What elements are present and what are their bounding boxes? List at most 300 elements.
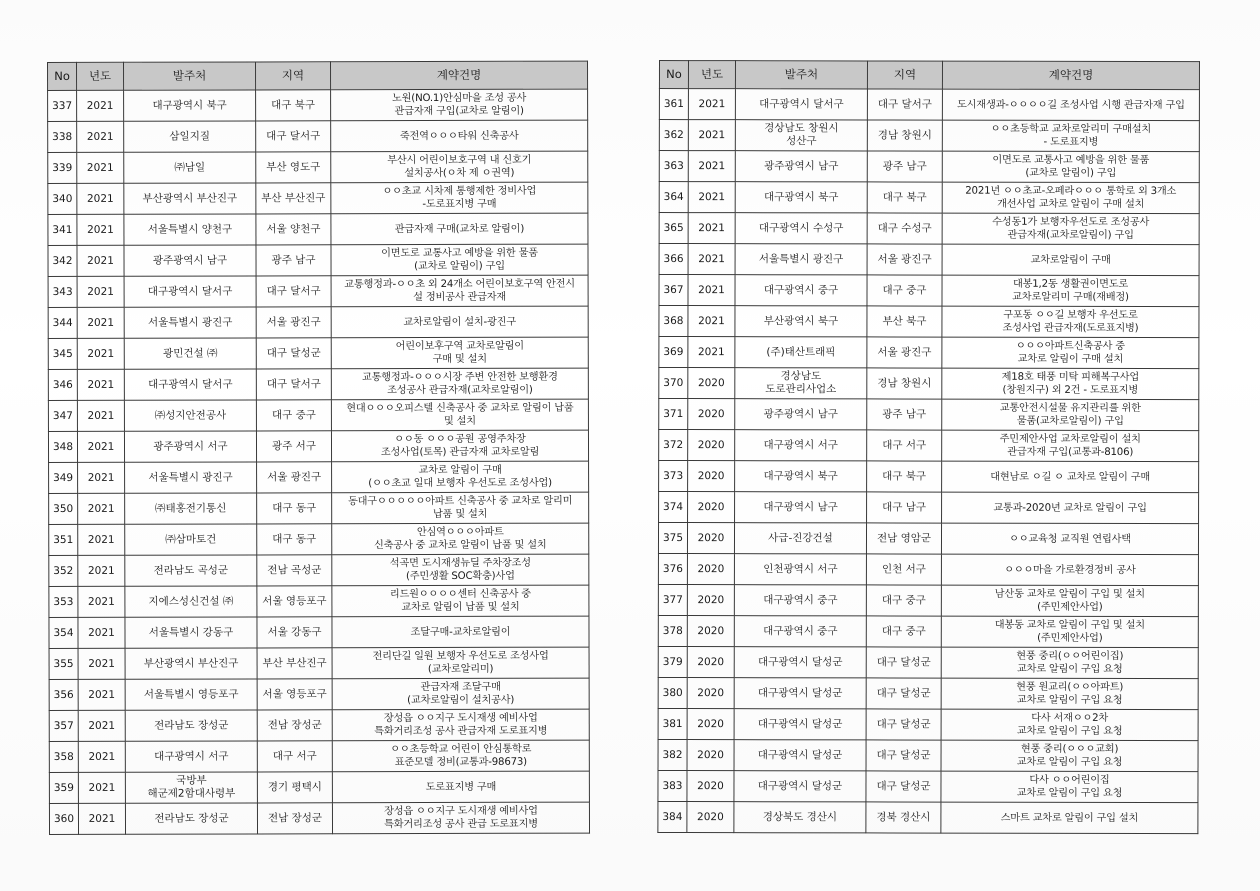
header-client: 발주처 <box>124 62 256 90</box>
cell-client: 대구광역시 수성구 <box>735 213 867 244</box>
table-row <box>49 647 589 679</box>
cell-region: 대구 동구 <box>257 524 332 555</box>
cell-region: 서울 영등포구 <box>257 679 332 710</box>
cell-title: 관급자재 구매(교차로 알림이) <box>331 213 588 245</box>
cell-title: 석곡면 도시재생뉴딜 주차장조성 (주민생활 SOC확충)사업 <box>332 554 589 586</box>
table-row <box>48 430 588 462</box>
cell-title: ㅇㅇㅇ마을 가로환경정비 공사 <box>941 554 1198 586</box>
cell-no: 348 <box>48 431 77 462</box>
table-row <box>49 678 589 710</box>
cell-no: 341 <box>48 214 77 245</box>
cell-title: 교통행정과-ㅇㅇㅇ시장 주변 안전한 보행환경 조성공사 관급자재(교차로알림이) <box>331 368 588 400</box>
table-row <box>659 89 1199 121</box>
cell-year: 2020 <box>688 492 735 523</box>
cell-client: 대구광역시 중구 <box>735 275 867 306</box>
cell-region: 대구 달성군 <box>866 647 941 678</box>
cell-no: 337 <box>48 90 77 121</box>
cell-year: 2021 <box>78 555 125 586</box>
cell-no: 378 <box>658 615 687 646</box>
cell-no: 374 <box>659 492 688 523</box>
cell-no: 359 <box>49 772 78 803</box>
cell-client: 서울특별시 광진구 <box>735 244 867 275</box>
table-row <box>658 739 1198 771</box>
cell-no: 368 <box>659 306 688 337</box>
cell-region: 대구 북구 <box>867 461 942 492</box>
cell-year: 2020 <box>687 771 734 802</box>
cell-year: 2020 <box>687 647 734 678</box>
cell-no: 345 <box>48 338 77 369</box>
cell-title: 교통안전시설물 유지관리를 위한 물품(교차로알림이) 구입 <box>942 399 1199 431</box>
cell-region: 서울 광진구 <box>867 337 942 368</box>
cell-no: 384 <box>658 801 687 832</box>
cell-region: 대구 중구 <box>256 400 331 431</box>
cell-title: 교통과-2020년 교차로 알림이 구입 <box>942 492 1199 524</box>
cell-no: 343 <box>48 276 77 307</box>
cell-client: 대구광역시 중구 <box>734 585 866 616</box>
cell-year: 2020 <box>687 709 734 740</box>
header-title: 계약건명 <box>942 61 1199 90</box>
cell-region: 대구 북구 <box>867 182 942 213</box>
cell-region: 부산 부산진구 <box>256 183 331 214</box>
cell-no: 349 <box>49 462 78 493</box>
cell-no: 375 <box>658 523 687 554</box>
cell-region: 대구 달서구 <box>867 89 942 120</box>
cell-region: 대구 서구 <box>257 741 332 772</box>
cell-region: 광주 남구 <box>867 399 942 430</box>
cell-title: 교차로 알림이 구매 (ㅇㅇ초교 일대 보행자 우선도로 조성사업) <box>332 461 589 493</box>
cell-year: 2020 <box>688 461 735 492</box>
table-header-row <box>48 61 588 90</box>
cell-region: 대구 달성군 <box>866 740 941 771</box>
cell-no: 353 <box>49 586 78 617</box>
cell-no: 363 <box>659 151 688 182</box>
cell-client: ㈜성지안전공사 <box>124 400 256 431</box>
table-row <box>49 616 589 648</box>
cell-no: 373 <box>659 461 688 492</box>
cell-title: 대봉1,2동 생활권이면도로 교차로알리미 구매(재배정) <box>942 275 1199 307</box>
cell-title: 구포동 ㅇㅇ길 보행자 우선도로 조성사업 관급자재(도로표지병) <box>942 306 1199 338</box>
header-year: 년도 <box>77 62 124 90</box>
table-row <box>658 708 1198 740</box>
contract-rows-left <box>48 89 590 834</box>
cell-no: 381 <box>658 708 687 739</box>
cell-no: 360 <box>49 803 78 834</box>
table-row <box>659 492 1199 524</box>
cell-title: 죽전역ㅇㅇㅇ타워 신축공사 <box>331 120 588 152</box>
cell-region: 대구 수성구 <box>867 213 942 244</box>
cell-region: 인천 서구 <box>866 554 941 585</box>
cell-title: 현대ㅇㅇㅇ오피스텔 신축공사 중 교차로 알림이 납품 및 설치 <box>331 399 588 431</box>
cell-region: 대구 달성군 <box>866 678 941 709</box>
cell-no: 339 <box>48 152 77 183</box>
cell-title: 도시재생과-ㅇㅇㅇㅇ길 조성사업 시행 관급자재 구입 <box>942 89 1199 121</box>
header-no: No <box>659 61 688 89</box>
cell-no: 350 <box>49 493 78 524</box>
cell-client: 대구광역시 중구 <box>734 616 866 647</box>
cell-no: 355 <box>49 648 78 679</box>
cell-year: 2020 <box>688 399 735 430</box>
cell-client: 전라남도 장성군 <box>125 710 257 741</box>
cell-year: 2021 <box>78 586 125 617</box>
cell-client: 광주광역시 남구 <box>735 151 867 182</box>
cell-year: 2021 <box>77 90 124 121</box>
cell-client: 국방부 해군제2함대사령부 <box>125 772 257 803</box>
cell-client: 대구광역시 북구 <box>124 90 256 121</box>
cell-year: 2021 <box>78 679 125 710</box>
table-row <box>48 337 588 369</box>
table-row <box>48 89 588 121</box>
cell-region: 대구 중구 <box>867 275 942 306</box>
cell-year: 2021 <box>688 306 735 337</box>
table-row <box>658 615 1198 647</box>
cell-client: 대구광역시 북구 <box>735 182 867 213</box>
cell-client: 대구광역시 북구 <box>735 461 867 492</box>
cell-year: 2020 <box>688 430 735 461</box>
cell-title: 노원(NO.1)안심마을 조성 공사 관급자재 구입(교차로 알림이) <box>331 89 588 121</box>
cell-no: 364 <box>659 182 688 213</box>
cell-year: 2020 <box>687 678 734 709</box>
cell-title: 관급자재 조달구매 (교차로알림이 설치공사) <box>332 678 589 710</box>
cell-client: 부산광역시 부산진구 <box>125 648 257 679</box>
cell-title: 다사 서재ㅇㅇ2차 교차로 알림이 구입 요청 <box>941 709 1198 741</box>
cell-no: 362 <box>659 120 688 151</box>
cell-client: 경상남도 창원시 성산구 <box>735 120 867 151</box>
cell-region: 경북 경산시 <box>866 802 941 833</box>
cell-client: 대구광역시 달서구 <box>735 89 867 120</box>
cell-client: 서울특별시 광진구 <box>124 307 256 338</box>
cell-region: 대구 달서구 <box>256 369 331 400</box>
contract-rows-right <box>658 89 1200 834</box>
cell-client: (주)태산트래픽 <box>735 337 867 368</box>
cell-title: 리드원ㅇㅇㅇㅇ센터 신축공사 중 교차로 알림이 납품 및 설치 <box>332 585 589 617</box>
cell-region: 전남 장성군 <box>257 710 332 741</box>
cell-region: 전남 장성군 <box>257 803 332 834</box>
cell-title: 스마트 교차로 알림이 구입 설치 <box>941 802 1198 834</box>
header-no: No <box>48 62 77 90</box>
table-row <box>49 523 589 555</box>
cell-year: 2021 <box>77 369 124 400</box>
cell-year: 2021 <box>78 772 125 803</box>
cell-year: 2021 <box>78 648 125 679</box>
cell-client: 지에스성신건설 ㈜ <box>125 586 257 617</box>
cell-title: 어린이보후구역 교차로알림이 구매 및 설치 <box>331 337 588 369</box>
table-row <box>48 120 588 152</box>
cell-year: 2020 <box>687 616 734 647</box>
cell-no: 356 <box>49 679 78 710</box>
table-header-row <box>659 61 1199 90</box>
cell-region: 대구 달성군 <box>866 709 941 740</box>
cell-client: 광주광역시 서구 <box>124 431 256 462</box>
cell-client: ㈜삼마토건 <box>125 524 257 555</box>
cell-client: 경상남도 도로관리사업소 <box>735 368 867 399</box>
cell-title: 이면도로 교통사고 예방을 위한 물품 (교차로 알림이) 구입 <box>942 151 1199 183</box>
table-row <box>659 275 1199 307</box>
table-row <box>48 368 588 400</box>
cell-no: 365 <box>659 213 688 244</box>
cell-year: 2021 <box>78 710 125 741</box>
cell-region: 서울 광진구 <box>867 244 942 275</box>
header-region: 지역 <box>867 61 942 89</box>
cell-client: 전라남도 장성군 <box>125 803 257 834</box>
contract-table-right <box>657 60 1200 834</box>
cell-client: 부산광역시 북구 <box>735 306 867 337</box>
cell-year: 2021 <box>688 120 735 151</box>
cell-title: 수성동1가 보행자우선도로 조성공사 관급자재(교차로알림이) 구입 <box>942 213 1199 245</box>
cell-title: ㅇㅇ초등학교 교차로알리미 구매설치 - 도로표지병 <box>942 120 1199 152</box>
cell-client: 대구광역시 달서구 <box>124 276 256 307</box>
table-row <box>659 120 1199 152</box>
cell-region: 서울 영등포구 <box>257 586 332 617</box>
cell-region: 대구 서구 <box>867 430 942 461</box>
cell-client: 대구광역시 남구 <box>735 492 867 523</box>
cell-no: 383 <box>658 770 687 801</box>
cell-year: 2021 <box>77 183 124 214</box>
cell-client: 대구광역시 서구 <box>125 741 257 772</box>
cell-no: 347 <box>48 400 77 431</box>
cell-no: 366 <box>659 244 688 275</box>
cell-no: 382 <box>658 739 687 770</box>
cell-region: 대구 달서구 <box>256 276 331 307</box>
cell-client: 인천광역시 서구 <box>734 554 866 585</box>
cell-client: 대구광역시 달성군 <box>734 740 866 771</box>
cell-title: 제18호 태풍 미탁 피해복구사업 (창원지구) 외 2건 - 도로표지병 <box>942 368 1199 400</box>
table-row <box>658 553 1198 585</box>
contract-table-left <box>47 61 590 835</box>
cell-region: 서울 강동구 <box>257 617 332 648</box>
cell-no: 352 <box>49 555 78 586</box>
cell-region: 서울 광진구 <box>257 462 332 493</box>
table-row <box>49 771 589 803</box>
table-row <box>659 337 1199 369</box>
cell-client: ㈜남일 <box>124 152 256 183</box>
cell-title: 현풍 중리(ㅇㅇㅇ교회) 교차로 알림이 구입 요청 <box>941 740 1198 772</box>
cell-region: 경남 창원시 <box>867 368 942 399</box>
table-row <box>659 213 1199 245</box>
cell-region: 대구 중구 <box>866 585 941 616</box>
cell-no: 367 <box>659 275 688 306</box>
table-row <box>49 740 589 772</box>
table-row <box>658 801 1198 833</box>
cell-year: 2021 <box>77 400 124 431</box>
cell-no: 342 <box>48 245 77 276</box>
cell-title: 도로표지병 구매 <box>332 771 589 803</box>
cell-title: 대봉동 교차로 알림이 구입 및 설치 (주민제안사업) <box>941 616 1198 648</box>
cell-title: 부산시 어린이보호구역 내 신호기 설치공사(ㅇ차 제 ㅇ권역) <box>331 151 588 183</box>
cell-region: 경남 창원시 <box>867 120 942 151</box>
cell-client: ㈜태홍전기통신 <box>125 493 257 524</box>
cell-client: 대구광역시 달성군 <box>734 771 866 802</box>
cell-client: 광주광역시 남구 <box>124 245 256 276</box>
cell-no: 338 <box>48 121 77 152</box>
table-row <box>49 709 589 741</box>
cell-region: 대구 중구 <box>866 616 941 647</box>
cell-year: 2020 <box>687 585 734 616</box>
table-row <box>659 368 1199 400</box>
cell-region: 서울 광진구 <box>256 307 331 338</box>
table-row <box>49 492 589 524</box>
cell-year: 2021 <box>78 493 125 524</box>
table-row <box>659 430 1199 462</box>
cell-region: 전남 영암군 <box>866 523 941 554</box>
cell-region: 경기 평택시 <box>257 772 332 803</box>
cell-no: 369 <box>659 337 688 368</box>
cell-client: 대구광역시 달성군 <box>734 678 866 709</box>
cell-year: 2020 <box>687 523 734 554</box>
table-row <box>48 244 588 276</box>
cell-year: 2021 <box>77 338 124 369</box>
cell-client: 대구광역시 달성군 <box>734 709 866 740</box>
cell-year: 2021 <box>688 213 735 244</box>
cell-client: 광민건설 ㈜ <box>124 338 256 369</box>
cell-region: 전남 곡성군 <box>257 555 332 586</box>
header-client: 발주처 <box>735 61 867 89</box>
cell-year: 2021 <box>688 244 735 275</box>
cell-no: 358 <box>49 741 78 772</box>
cell-client: 사급-진강건설 <box>734 523 866 554</box>
table-row <box>49 802 589 834</box>
cell-year: 2021 <box>77 431 124 462</box>
cell-title: 장성읍 ㅇㅇ지구 도시재생 예비사업 특화거리조성 공사 관급 도로표지병 <box>332 802 589 834</box>
cell-region: 광주 서구 <box>256 431 331 462</box>
cell-no: 346 <box>48 369 77 400</box>
cell-title: 주민제안사업 교차로알림이 설치 관급자재 구입(교통과-8106) <box>942 430 1199 462</box>
cell-no: 361 <box>659 89 688 120</box>
cell-title: ㅇㅇ동 ㅇㅇㅇ공원 공영주차장 조성사업(토목) 관급자재 교차로알림 <box>331 430 588 462</box>
cell-client: 전라남도 곡성군 <box>125 555 257 586</box>
cell-title: 이면도로 교통사고 예방을 위한 물품 (교차로 알림이) 구입 <box>331 244 588 276</box>
cell-no: 376 <box>658 553 687 584</box>
cell-client: 서울특별시 광진구 <box>125 462 257 493</box>
cell-title: 교차로알림이 설치-광진구 <box>331 306 588 338</box>
cell-year: 2021 <box>77 152 124 183</box>
cell-no: 372 <box>659 430 688 461</box>
cell-region: 대구 달성군 <box>256 338 331 369</box>
cell-title: ㅇㅇ초교 시차제 통행제한 정비사업 -도로표지병 구매 <box>331 182 588 214</box>
cell-no: 371 <box>659 399 688 430</box>
cell-title: 2021년 ㅇㅇ초교-오페라ㅇㅇㅇ 통학로 외 3개소 개선사업 교차로 알림이 구매 설치 <box>942 182 1199 214</box>
cell-title: 다사 ㅇㅇ어린이집 교차로 알림이 구입 요청 <box>941 771 1198 803</box>
table-row <box>48 275 588 307</box>
cell-no: 344 <box>48 307 77 338</box>
cell-year: 2021 <box>77 245 124 276</box>
header-title: 계약건명 <box>331 61 588 90</box>
cell-title: 현풍 원교리(ㅇㅇ아파트) 교차로 알림이 구입 요청 <box>941 678 1198 710</box>
cell-title: 교통행정과-ㅇㅇ초 외 24개소 어린이보호구역 안전시 설 정비공사 관급자재 <box>331 275 588 307</box>
cell-no: 379 <box>658 646 687 677</box>
cell-region: 광주 남구 <box>867 151 942 182</box>
cell-year: 2021 <box>688 89 735 120</box>
table-row <box>659 151 1199 183</box>
table-row <box>48 306 588 338</box>
cell-year: 2020 <box>688 368 735 399</box>
cell-year: 2021 <box>688 275 735 306</box>
cell-year: 2021 <box>78 462 125 493</box>
cell-title: 동대구ㅇㅇㅇㅇㅇ아파트 신축공사 중 교차로 알리미 납품 및 설치 <box>332 492 589 524</box>
cell-client: 대구광역시 달성군 <box>734 647 866 678</box>
cell-title: 전리단길 일원 보행자 우선도로 조성사업 (교차로알리미) <box>332 647 589 679</box>
cell-region: 서울 양천구 <box>256 214 331 245</box>
cell-no: 357 <box>49 710 78 741</box>
table-row <box>49 461 589 493</box>
cell-no: 340 <box>48 183 77 214</box>
cell-no: 380 <box>658 677 687 708</box>
table-row <box>658 677 1198 709</box>
table-row <box>658 646 1198 678</box>
cell-region: 대구 동구 <box>257 493 332 524</box>
table-row <box>48 182 588 214</box>
cell-no: 370 <box>659 368 688 399</box>
cell-year: 2021 <box>77 214 124 245</box>
cell-year: 2021 <box>78 617 125 648</box>
cell-region: 부산 북구 <box>867 306 942 337</box>
cell-title: 교차로알림이 구매 <box>942 244 1199 276</box>
cell-year: 2020 <box>687 740 734 771</box>
cell-title: ㅇㅇ초등학교 어린이 안심통학로 표준모델 정비(교통과-98673) <box>332 740 589 772</box>
cell-region: 부산 영도구 <box>256 152 331 183</box>
cell-year: 2021 <box>77 307 124 338</box>
cell-client: 대구광역시 서구 <box>735 430 867 461</box>
cell-client: 서울특별시 강동구 <box>125 617 257 648</box>
cell-year: 2021 <box>688 337 735 368</box>
header-region: 지역 <box>256 62 331 90</box>
table-row <box>659 399 1199 431</box>
cell-region: 대구 달성군 <box>866 771 941 802</box>
cell-title: 현풍 중리(ㅇㅇ어린이집) 교차로 알림이 구입 요청 <box>941 647 1198 679</box>
cell-title: 장성읍 ㅇㅇ지구 도시재생 예비사업 특화거리조성 공사 관급자재 도로표지병 <box>332 709 589 741</box>
cell-client: 서울특별시 영등포구 <box>125 679 257 710</box>
table-row <box>659 244 1199 276</box>
table-row <box>658 770 1198 802</box>
cell-title: 안심역ㅇㅇㅇ아파트 신축공사 중 교차로 알림이 납품 및 설치 <box>332 523 589 555</box>
cell-title: ㅇㅇㅇ아파트신축공사 중 교차로 알림이 구매 설치 <box>942 337 1199 369</box>
table-row <box>659 461 1199 493</box>
cell-no: 354 <box>49 617 78 648</box>
table-row <box>48 151 588 183</box>
cell-region: 대구 달서구 <box>256 121 331 152</box>
cell-year: 2020 <box>687 802 734 833</box>
table-row <box>49 585 589 617</box>
cell-client: 경상북도 경산시 <box>734 802 866 833</box>
table-row <box>48 399 588 431</box>
header-year: 년도 <box>688 61 735 89</box>
cell-year: 2021 <box>78 741 125 772</box>
cell-year: 2021 <box>78 803 125 834</box>
cell-title: ㅇㅇ교육청 교직원 연립사택 <box>941 523 1198 555</box>
cell-year: 2021 <box>688 182 735 213</box>
cell-client: 광주광역시 남구 <box>735 399 867 430</box>
cell-title: 대현남로 ㅇ길 ㅇ 교차로 알림이 구매 <box>942 461 1199 493</box>
cell-year: 2021 <box>77 276 124 307</box>
cell-client: 대구광역시 달서구 <box>124 369 256 400</box>
cell-client: 서울특별시 양천구 <box>124 214 256 245</box>
cell-client: 삼일지질 <box>124 121 256 152</box>
cell-client: 부산광역시 부산진구 <box>124 183 256 214</box>
table-row <box>659 306 1199 338</box>
table-row <box>658 584 1198 616</box>
cell-region: 대구 북구 <box>256 90 331 121</box>
cell-no: 377 <box>658 584 687 615</box>
cell-region: 광주 남구 <box>256 245 331 276</box>
cell-year: 2021 <box>77 121 124 152</box>
cell-no: 351 <box>49 524 78 555</box>
cell-title: 남산동 교차로 알림이 구입 및 설치 (주민제안사업) <box>941 585 1198 617</box>
cell-region: 대구 남구 <box>867 492 942 523</box>
cell-region: 부산 부산진구 <box>257 648 332 679</box>
cell-title: 조달구매-교차로알림이 <box>332 616 589 648</box>
table-row <box>658 523 1198 555</box>
cell-year: 2021 <box>78 524 125 555</box>
cell-year: 2020 <box>687 554 734 585</box>
